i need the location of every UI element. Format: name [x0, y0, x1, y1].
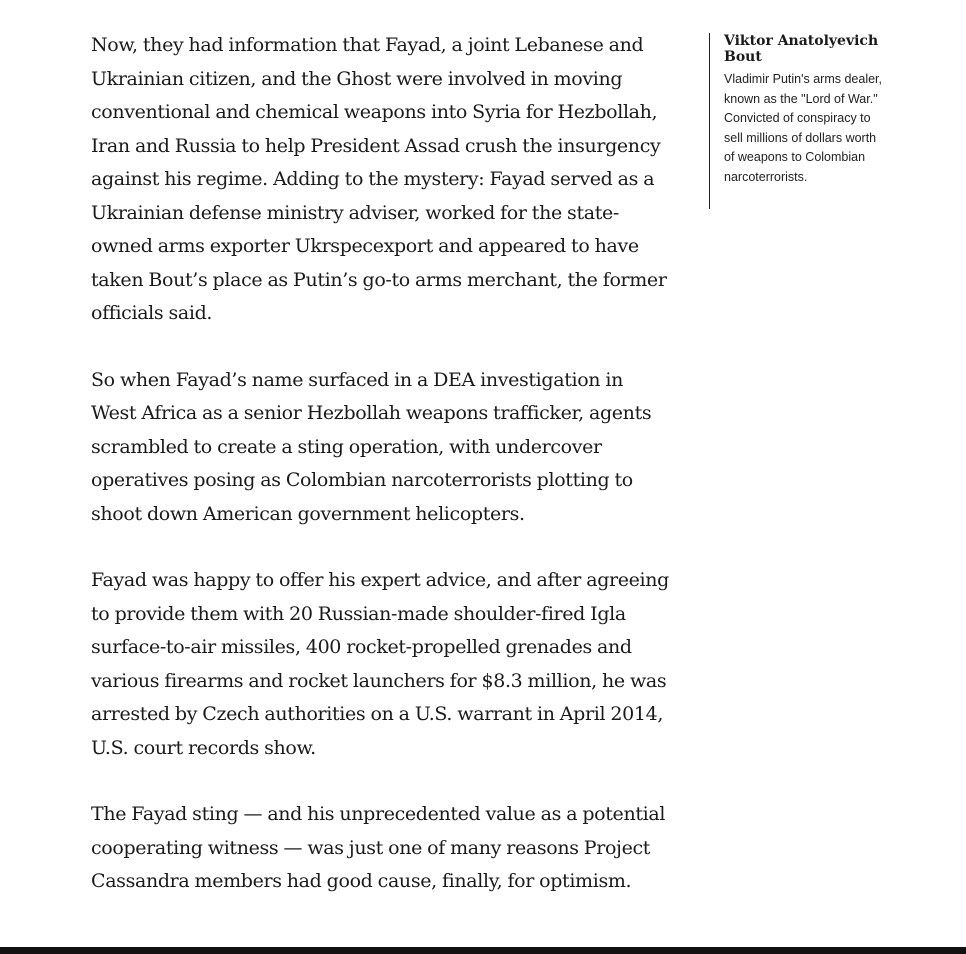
sidebar-person-name: Viktor Anatolyevich Bout: [724, 33, 879, 65]
bottom-divider: [0, 947, 966, 954]
article-paragraph: Fayad was happy to offer his expert advice, and after agreeing to provide them with 20 Russian-made shoulder-fired Igla surface-to-air missiles, 400 rocket-propelled grenades and various firearms and rocket launchers for $8.3 million, he was arrested by Czech authorities on a U.S. warrant in April 2014, U.S. court records show.: [91, 569, 669, 759]
article-body: [91, 29, 671, 932]
sidebar-profile-note: [709, 33, 889, 209]
article-paragraph: Now, they had information that Fayad, a joint Lebanese and Ukrainian citizen, and the Ghost were involved in moving conventional and chemical weapons into Syria for Hezbollah, Iran and Russia to help President Assad crush the insurgency against his regime. Adding to the mystery: Fayad served as a Ukrainian defense ministry adviser, worked for the state-owned arms exporter Ukrspecexport and appeared to have taken Bout’s place as Putin’s go-to arms merchant, the former officials said.: [91, 34, 667, 324]
article-paragraph: So when Fayad’s name surfaced in a DEA investigation in West Africa as a senior Hezbollah weapons trafficker, agents scrambled to create a sting operation, with undercover operatives posing as Colombian narcoterrorists plotting to shoot down American government helicopters.: [91, 368, 652, 525]
sidebar-person-description: Vladimir Putin's arms dealer, known as the "Lord of War." Convicted of conspiracy to sell millions of dollars worth of weapons to Colombian narcoterrorists.: [724, 72, 883, 184]
article-paragraph: The Fayad sting — and his unprecedented value as a potential cooperating witness — was just one of many reasons Project Cassandra members had good cause, finally, for optimism.: [91, 803, 666, 892]
